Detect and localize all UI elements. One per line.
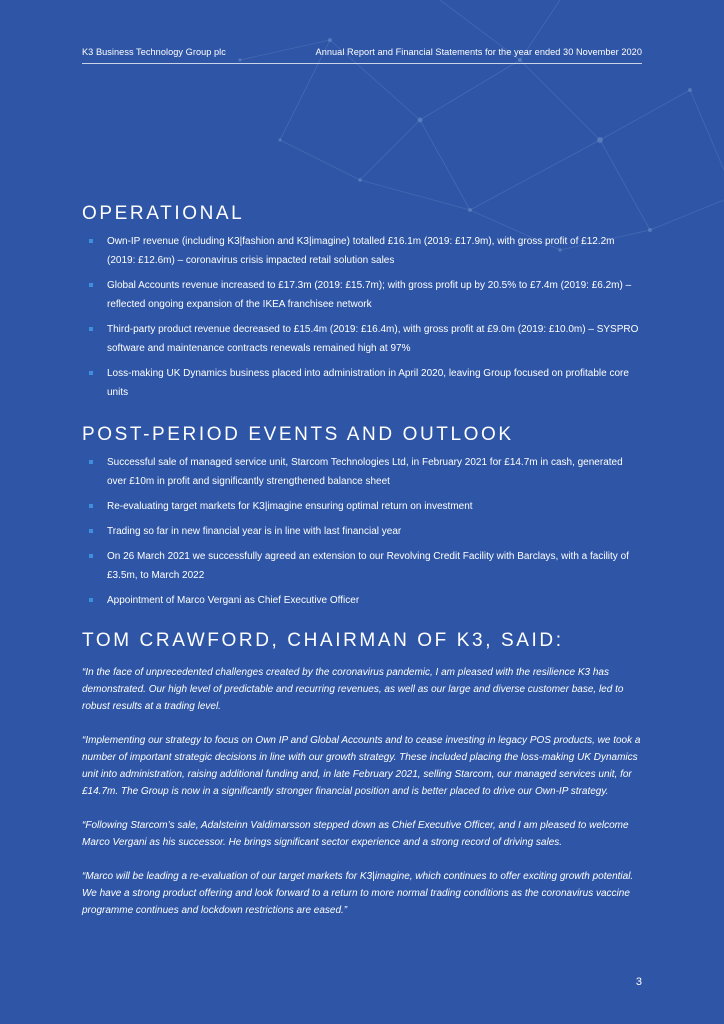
operational-list	[82, 232, 642, 402]
list-item: Own-IP revenue (including K3|fashion and K3|imagine) totalled £16.1m (2019: £17.9m), with gross profit of £12.2m (2019: £12.6m) – coronavirus crisis impacted retail solution sales	[82, 232, 642, 270]
page-header	[82, 47, 642, 64]
chairman-heading: TOM CRAWFORD, CHAIRMAN OF K3, SAID:	[82, 630, 564, 651]
page-number: 3	[635, 976, 642, 988]
post-period-heading: POST-PERIOD EVENTS AND OUTLOOK	[82, 424, 514, 445]
post-period-list	[82, 453, 642, 610]
header-company: K3 Business Technology Group plc	[82, 47, 226, 57]
quote-paragraph: “Implementing our strategy to focus on Own IP and Global Accounts and to cease investing in legacy POS products, we took a number of important strategic decisions in line with our growth strategy. These included placing the loss-making UK Dynamics unit into administration, raising additional funding and, in late February 2021, selling Starcom, our managed services unit, for £14.7m. The Group is now in a significantly stronger financial position and is better placed to drive our Own-IP strategy.	[82, 735, 641, 797]
list-item: Loss-making UK Dynamics business placed into administration in April 2020, leaving Group focused on profitable core units	[82, 364, 642, 402]
header-report-title: Annual Report and Financial Statements for the year ended 30 November 2020	[315, 47, 642, 57]
list-item: Third-party product revenue decreased to £15.4m (2019: £16.4m), with gross profit at £9.0m (2019: £10.0m) – SYSPRO software and maintenance contracts renewals remained high at 97%	[82, 320, 642, 358]
operational-heading: OPERATIONAL	[82, 203, 245, 224]
list-item: Successful sale of managed service unit, Starcom Technologies Ltd, in February 2021 for £14.7m in cash, generated over £10m in profit and significantly strengthened balance sheet	[82, 453, 642, 491]
list-item: Re-evaluating target markets for K3|imagine ensuring optimal return on investment	[82, 497, 642, 516]
quote-paragraph: “Following Starcom’s sale, Adalsteinn Valdimarsson stepped down as Chief Executive Officer, and I am pleased to welcome Marco Vergani as his successor. He brings significant sector experience and a strong record of driving sales.	[82, 820, 629, 848]
list-item: Trading so far in new financial year is in line with last financial year	[82, 522, 642, 541]
list-item: Appointment of Marco Vergani as Chief Executive Officer	[82, 591, 642, 610]
list-item: On 26 March 2021 we successfully agreed an extension to our Revolving Credit Facility with Barclays, with a facility of £3.5m, to March 2022	[82, 547, 642, 585]
chairman-quote	[82, 664, 642, 919]
quote-paragraph: “Marco will be leading a re-evaluation of our target markets for K3|imagine, which continues to offer exciting growth potential. We have a strong product offering and look forward to a return to more normal trading conditions as the coronavirus vaccine programme continues and lockdown restrictions are eased.”	[82, 871, 634, 916]
list-item: Global Accounts revenue increased to £17.3m (2019: £15.7m); with gross profit up by 20.5% to £7.4m (2019: £6.2m) – reflected ongoing expansion of the IKEA franchisee network	[82, 276, 642, 314]
quote-paragraph: “In the face of unprecedented challenges created by the coronavirus pandemic, I am pleased with the resilience K3 has demonstrated. Our high level of predictable and recurring revenues, as well as our large and diverse customer base, led to robust results at a trading level.	[82, 667, 624, 712]
